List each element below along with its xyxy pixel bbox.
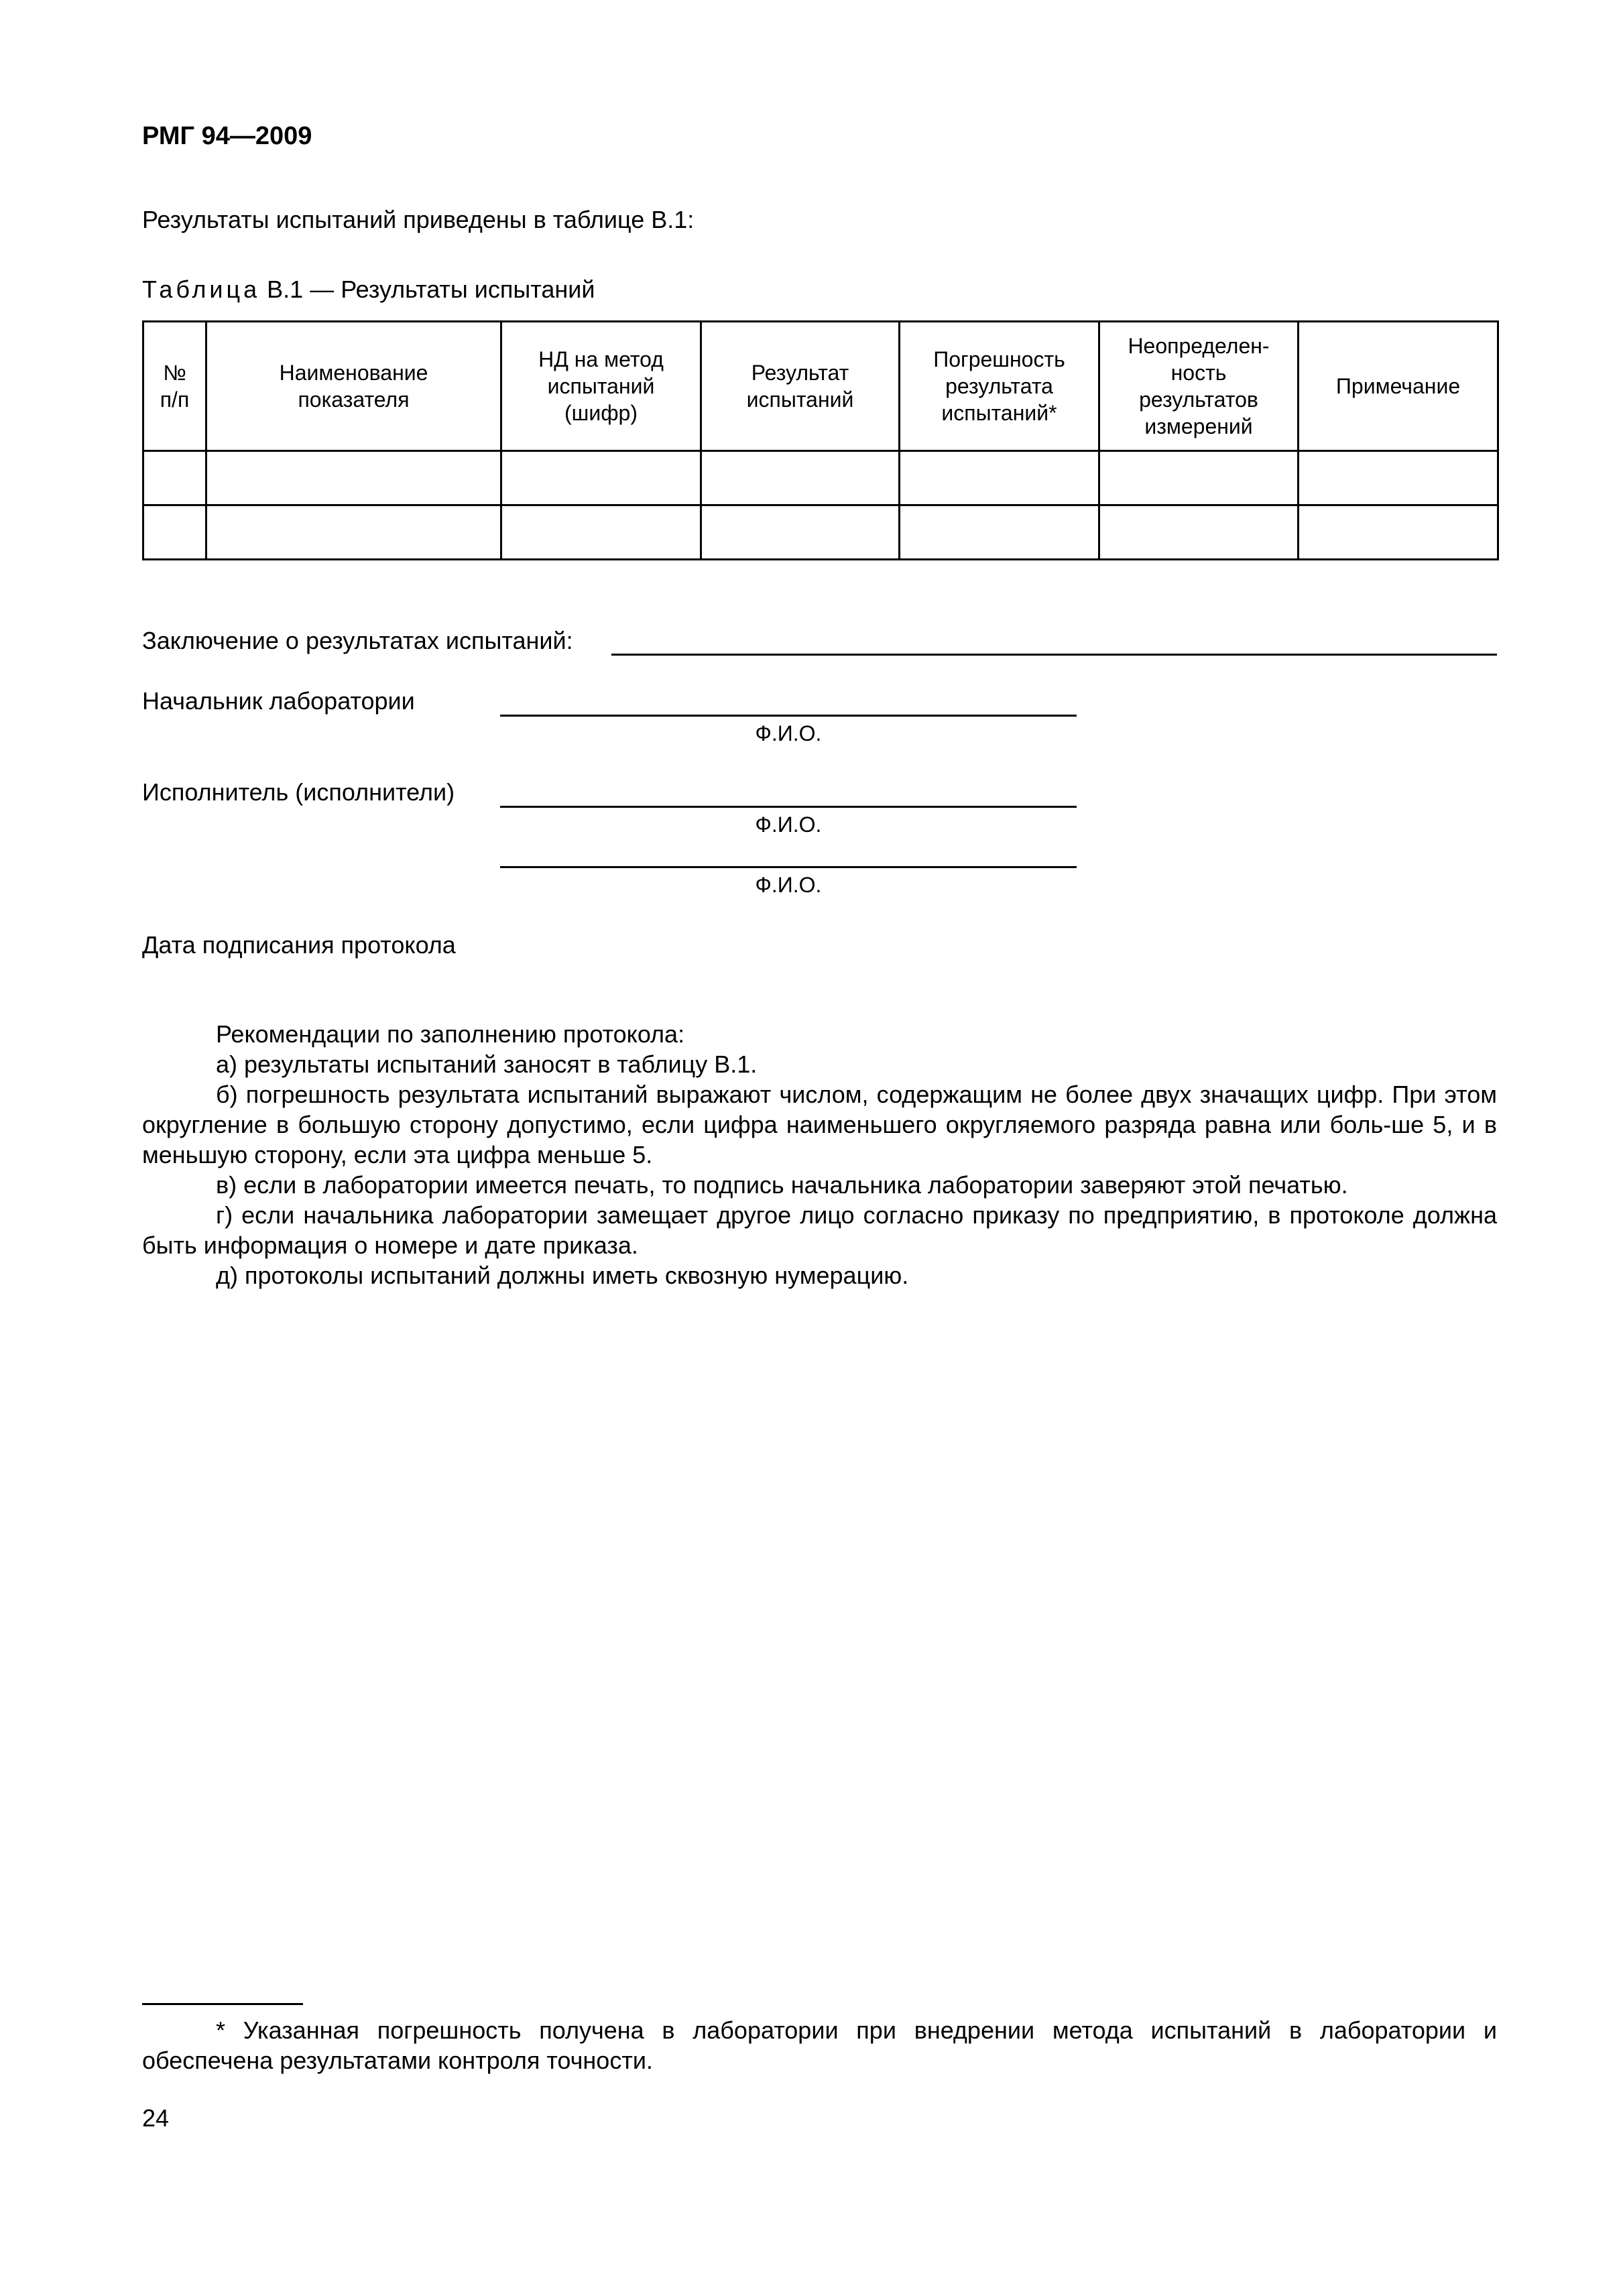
table-caption-title: В.1 — Результаты испытаний [260, 276, 595, 303]
table-cell [900, 451, 1099, 505]
recommendation-item: г) если начальника лаборатории замещает другое лицо согласно приказу по предприятию, в протоколе должна быть информация о номере и дате приказа. [142, 1201, 1497, 1259]
executor-fio-caption-2: Ф.И.О. [755, 873, 822, 897]
table-cell [1099, 505, 1299, 560]
header-cell-number: № п/п [143, 322, 206, 451]
header-cell-method-document: НД на метод испытаний (шифр) [501, 322, 701, 451]
table-cell [143, 451, 206, 505]
table-caption-word: Таблица [142, 276, 261, 303]
footnote-separator [142, 2003, 303, 2005]
executor-label: Исполнитель (исполнители) [142, 778, 455, 806]
document-code: РМГ 94—2009 [142, 122, 312, 150]
recommendation-item: д) протоколы испытаний должны иметь сквозную нумерацию. [216, 1262, 909, 1289]
table-cell [701, 505, 900, 560]
table-row [143, 451, 1498, 505]
lab-head-label: Начальник лаборатории [142, 687, 415, 715]
recommendation-item: а) результаты испытаний заносят в таблицу В.1. [216, 1050, 758, 1078]
recommendations-title: Рекомендации по заполнению протокола: [216, 1020, 685, 1048]
lab-head-fio-caption: Ф.И.О. [755, 721, 822, 745]
footnote-text: * Указанная погрешность получена в лаборатории при внедрении метода испытаний в лаборатории и обеспечена результатами контроля точности. [142, 2016, 1497, 2074]
recommendation-item: в) если в лаборатории имеется печать, то подпись начальника лаборатории заверяют этой печатью. [216, 1171, 1348, 1199]
table-cell [701, 451, 900, 505]
lab-head-signature-line [500, 715, 1077, 717]
table-cell [206, 451, 501, 505]
table-cell [206, 505, 501, 560]
table-cell [1299, 505, 1498, 560]
page-number: 24 [142, 2104, 170, 2132]
table-cell [501, 451, 701, 505]
signing-date-label: Дата подписания протокола [142, 931, 456, 959]
table-cell [1299, 451, 1498, 505]
header-cell-test-result: Результат испытаний [701, 322, 900, 451]
table-cell [143, 505, 206, 560]
table-row [143, 505, 1498, 560]
table-caption [142, 275, 595, 304]
header-cell-note: Примечание [1299, 322, 1498, 451]
executor-fio-caption-1: Ф.И.О. [755, 812, 822, 837]
table-cell [1099, 451, 1299, 505]
header-cell-error: Погрешность результата испытаний* [900, 322, 1099, 451]
conclusion-fill-line [611, 654, 1497, 656]
recommendations-block [142, 1019, 1497, 1290]
executor-signature-line-1 [500, 806, 1077, 808]
table-cell [900, 505, 1099, 560]
header-cell-uncertainty: Неопределен- ность результатов измерений [1099, 322, 1299, 451]
recommendation-item: б) погрешность результата испытаний выражают числом, содержащим не более двух значащих цифр. При этом округление в большую сторону допустимо, если цифра наименьшего округляемого разряда равна или боль-ше 5, и в меньшую сторону, если эта цифра меньше 5. [142, 1081, 1497, 1168]
table-cell [501, 505, 701, 560]
conclusion-label: Заключение о результатах испытаний: [142, 627, 573, 654]
table-header-row [143, 322, 1498, 451]
intro-text: Результаты испытаний приведены в таблице В.1: [142, 206, 695, 233]
results-table [142, 320, 1499, 560]
header-cell-indicator-name: Наименование показателя [206, 322, 501, 451]
executor-signature-line-2 [500, 866, 1077, 868]
